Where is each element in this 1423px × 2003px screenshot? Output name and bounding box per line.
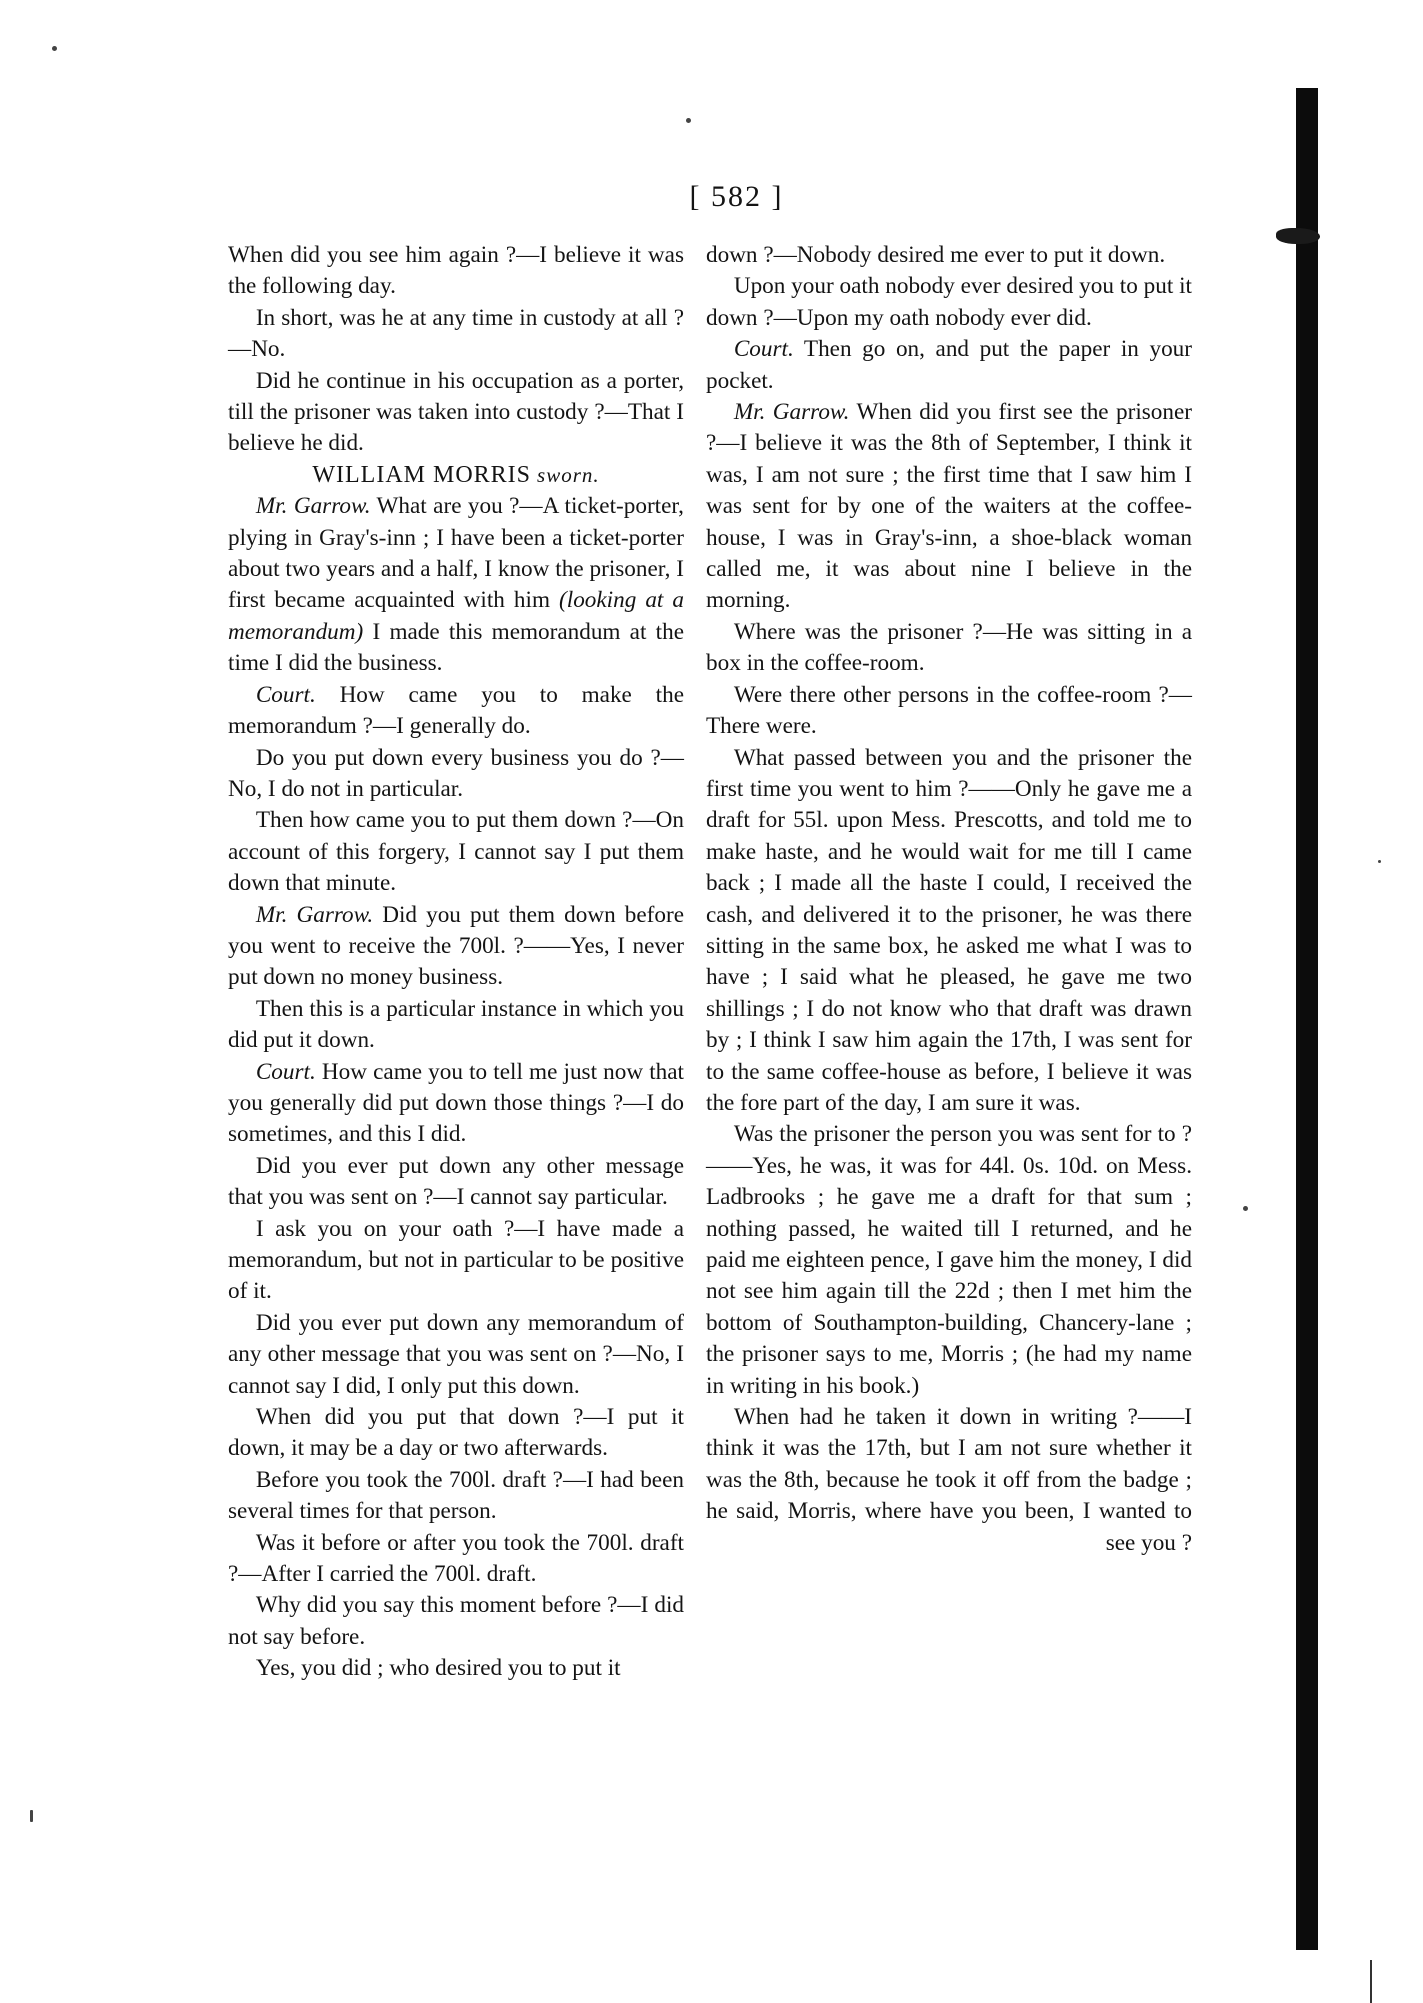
testimony-paragraph: [228, 491, 684, 679]
testimony-text: I made this memorandum at the time I did the business.: [228, 618, 684, 677]
testimony-paragraph: [706, 1402, 1192, 1559]
testimony-paragraph: [228, 1653, 684, 1684]
testimony-paragraph: [706, 743, 1192, 1120]
testimony-text: When did you see him again ?—I believe it was the following day.: [228, 242, 684, 300]
testimony-paragraph: [706, 680, 1192, 743]
testimony-paragraph: [706, 397, 1192, 617]
testimony-paragraph: [706, 617, 1192, 680]
testimony-text: In short, was he at any time in custody at all ?—No.: [228, 304, 684, 363]
testimony-text: How came you to make the memorandum ?—I generally do.: [228, 681, 684, 740]
scan-speck: [1378, 860, 1381, 863]
speaker-label: Court.: [255, 681, 316, 708]
left-column: [228, 240, 684, 1685]
testimony-text: Were there other persons in the coffee-room ?—There were.: [706, 681, 1192, 740]
speaker-label: Mr. Garrow.: [255, 901, 374, 928]
testimony-paragraph: [706, 334, 1192, 397]
binding-edge-shadow: [1296, 88, 1318, 1950]
testimony-paragraph: [228, 743, 684, 806]
testimony-paragraph: [228, 680, 684, 743]
testimony-text: Did you put them down before you went to receive the 700l. ?——Yes, I never put down no money business.: [228, 901, 685, 991]
testimony-paragraph: [228, 1402, 684, 1465]
testimony-text: Yes, you did ; who desired you to put it: [255, 1655, 621, 1682]
testimony-paragraph: [228, 1465, 684, 1528]
testimony-text: Do you put down every business you do ?—No, I do not in particular.: [228, 744, 684, 802]
testimony-paragraph: [706, 240, 1192, 271]
sworn-label: sworn.: [537, 462, 600, 487]
scan-speck: [686, 118, 691, 123]
testimony-paragraph: [228, 366, 684, 460]
testimony-text: Did you ever put down any memorandum of any other message that you was sent on ?—No, I cannot say I did, I only put this down.: [228, 1309, 684, 1399]
testimony-paragraph: [228, 1151, 684, 1214]
speaker-label: Court.: [255, 1058, 316, 1085]
testimony-text: down ?—Nobody desired me ever to put it down.: [706, 242, 1166, 268]
witness-sworn-heading: [228, 460, 684, 491]
binding-edge-blot: [1276, 228, 1320, 244]
testimony-text: When did you put that down ?—I put it down, it may be a day or two afterwards.: [228, 1404, 684, 1462]
testimony-paragraph: [228, 240, 684, 303]
speaker-label: Mr. Garrow.: [733, 399, 850, 426]
testimony-text: Where was the prisoner ?—He was sitting in a box in the coffee-room.: [706, 618, 1192, 677]
scan-edge-line: [1370, 1960, 1372, 2003]
testimony-text: Did you ever put down any other message that you was sent on ?—I cannot say particular.: [228, 1152, 684, 1211]
witness-name: WILLIAM MORRIS: [312, 461, 532, 488]
testimony-paragraph: [228, 1590, 684, 1653]
testimony-text: How came you to tell me just now that you generally did put down those things ?—I do sometimes, and this I did.: [228, 1058, 684, 1148]
testimony-text: Then this is a particular instance in which you did put it down.: [228, 995, 684, 1054]
testimony-paragraph: [228, 1057, 684, 1151]
testimony-text: Was it before or after you took the 700l. draft ?—After I carried the 700l. draft.: [228, 1529, 684, 1588]
testimony-paragraph: [706, 1119, 1192, 1402]
scan-speck: [30, 1810, 33, 1822]
testimony-text: I ask you on your oath ?—I have made a memorandum, but not in particular to be positive of it.: [228, 1215, 684, 1305]
testimony-text: What are you ?—A ticket-porter, plying in Gray's-inn ; I have been a ticket-porter about two years and a half, I know the prisoner, I first became acquainted with him: [228, 493, 684, 614]
stage-direction: (looking at a memorandum): [228, 587, 684, 645]
testimony-text: What passed between you and the prisoner the first time you went to him ?——Only he gave me a draft for 55l. upon Mess. Prescotts, and told me to make haste, and he would wait for me till I came back ; I made all the haste I could, I received the cash, and delivered it to the prisoner, he was there sitting in the same box, he asked me what I was to have ; I said what he pleased, he gave me two shillings ; I do not know who that draft was drawn by ; I think I saw him again the 17th, I was sent for to the same coffee-house as before, I believe it was the fore part of the day, I am sure it was.: [706, 744, 1192, 1116]
testimony-text: Then go on, and put the paper in your pocket.: [706, 336, 1192, 394]
scan-speck: [52, 46, 57, 51]
testimony-paragraph: [228, 1528, 684, 1591]
page-number: [ 582 ]: [689, 180, 784, 213]
scan-speck: [1243, 1206, 1248, 1211]
testimony-text: Upon your oath nobody ever desired you to put it down ?—Upon my oath nobody ever did.: [706, 273, 1192, 331]
testimony-text: Why did you say this moment before ?—I did not say before.: [228, 1592, 684, 1650]
testimony-text: Then how came you to put them down ?—On account of this forgery, I cannot say I put them down that minute.: [228, 807, 684, 897]
testimony-text: Was the prisoner the person you was sent for to ?——Yes, he was, it was for 44l. 0s. 10d. on Mess. Ladbrooks ; he gave me a draft for that sum ; nothing passed, he waited till I returned, and he paid me eighteen pence, I gave him the money, I did not see him again till the 22d ; then I met him the bottom of Southampton-building, Chancery-lane ; the prisoner says to me, Morris ; (he had my name in writing in his book.): [706, 1121, 1192, 1399]
testimony-paragraph: [228, 994, 684, 1057]
testimony-text: Before you took the 700l. draft ?—I had been several times for that person.: [228, 1466, 684, 1525]
testimony-paragraph: [228, 1214, 684, 1308]
testimony-text: When had he taken it down in writing ?——I think it was the 17th, but I am not sure whether it was the 8th, because he took it off from the badge ; he said, Morris, where have you been, I wanted to see you ?: [706, 1404, 1192, 1556]
speaker-label: Court.: [733, 336, 794, 363]
testimony-paragraph: [228, 303, 684, 366]
testimony-text: Did he continue in his occupation as a porter, till the prisoner was taken into custody ?—That I believe he did.: [228, 367, 684, 457]
testimony-text: When did you first see the prisoner ?—I believe it was the 8th of September, I think it was, I am not sure ; the first time that I saw him I was sent for by one of the waiters at the coffee-house, I was in Gray's-inn, a shoe-black woman called me, it was about nine I believe in the morning.: [706, 399, 1192, 614]
testimony-paragraph: [228, 805, 684, 899]
right-column: [706, 240, 1192, 1559]
testimony-paragraph: [706, 271, 1192, 334]
testimony-paragraph: [228, 900, 684, 994]
testimony-paragraph: [228, 1308, 684, 1402]
speaker-label: Mr. Garrow.: [255, 493, 371, 520]
